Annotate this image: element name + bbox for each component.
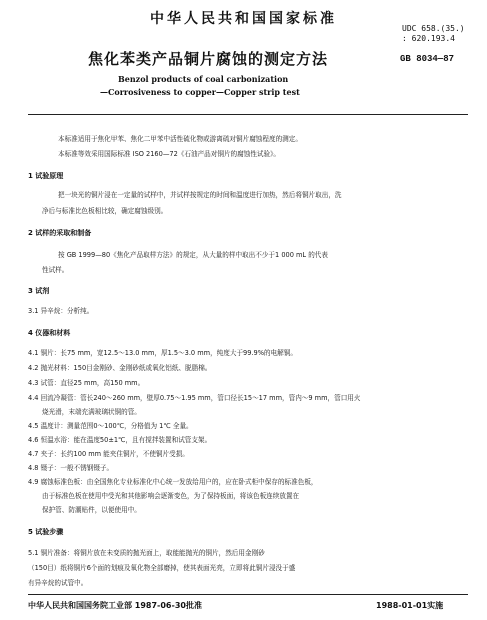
body-line: 4.1 铜片：长75 mm，宽12.5～13.0 mm，厚1.5～3.0 mm，纯度大于99.9%的电解铜。 — [28, 349, 297, 357]
standard-number: GB 8034—87 — [400, 54, 455, 64]
intro-line: 本标准等效采用国际标准 ISO 2160—72《石油产品对铜片的腐蚀性试验》。 — [58, 150, 281, 158]
document-title: 焦化苯类产品铜片腐蚀的测定方法 — [88, 50, 329, 68]
body-line: 把一块光的铜片浸在一定量的试样中，并试样按规定的时间和温度进行加热，然后将铜片取出，洗 — [58, 191, 342, 199]
body-line: 保护管、防潮贴件，以便使用中。 — [42, 506, 141, 514]
body-line: 净后与标准比色板相比较，确定腐蚀级别。 — [42, 207, 168, 215]
header-divider — [28, 114, 468, 115]
udc-line-2: : 620.193.4 — [402, 34, 455, 43]
udc-line-1: UDC 658.(35.) — [402, 24, 465, 33]
section-heading: 5 试验步骤 — [28, 528, 64, 536]
body-line: 4.7 夹子：长约100 mm 能夹住铜片，不使铜片受损。 — [28, 450, 189, 458]
body-line: 按 GB 1999—80《焦化产品取样方法》的规定，从大量的样中取出不少于1 000 mL 的代表 — [58, 251, 328, 259]
section-heading: 3 试剂 — [28, 287, 50, 295]
section-heading: 2 试样的采取和制备 — [28, 229, 92, 237]
body-line: 4.8 镊子：一般不锈钢镊子。 — [28, 464, 114, 472]
body-line: 4.2 抛光材料：150目金刚砂、金刚砂纸或氧化铝纸、脱脂棉。 — [28, 364, 212, 372]
body-line: 4.9 腐蚀标准色板：由全国焦化专业标准化中心统一发放给用户的，应在卧式柜中保存的标准色板， — [28, 478, 318, 486]
body-line: 4.5 温度计：测量范围0～100℃，分格值为 1℃ 全量。 — [28, 422, 193, 430]
body-line: 4.3 试管：直径25 mm，高150 mm。 — [28, 379, 145, 387]
approval-note: 中华人民共和国国务院工业部 1987-06-30批准 — [28, 601, 202, 610]
section-heading: 1 试验原理 — [28, 172, 64, 180]
udc-code — [402, 24, 465, 44]
body-line: 烧光滑，末端充满玻璃状铜的管。 — [42, 408, 141, 416]
footer-divider — [28, 594, 468, 595]
body-line: （150目）纸将铜片6个面的划痕及氧化物全部磨掉，使其表面光亮，立即将此铜片浸没于盛 — [28, 564, 296, 572]
body-line: 性试样。 — [42, 266, 69, 274]
section-heading: 4 仪器和材料 — [28, 329, 71, 337]
intro-line: 本标准适用于焦化甲苯、焦化二甲苯中活性硫化物或游离硫对铜片腐蚀程度的测定。 — [58, 135, 302, 143]
body-line: 4.4 回流冷凝管：管长240～260 mm，壁厚0.75～1.95 mm，管口径长15～17 mm，管内～9 mm，管口用火 — [28, 394, 361, 402]
english-title-line-2: —Corrosiveness to copper—Copper strip test — [100, 87, 300, 97]
body-line: 3.1 异辛烷：分析纯。 — [28, 307, 94, 315]
body-line: 有异辛烷的试管中。 — [28, 579, 88, 587]
english-title-line-1: Benzol products of coal carbonization — [118, 74, 289, 84]
body-line: 5.1 铜片准备：将铜片放在未变质的抛光面上，取能能抛光的铜片，然后用金刚砂 — [28, 549, 265, 557]
body-line: 由于标准色板在使用中受光和其他影响会逐渐变色，为了保持板面，将该色板连续放置在 — [42, 492, 300, 500]
standard-org-header: 中华人民共和国国家标准 — [150, 11, 337, 27]
body-line: 4.6 恒温水浴：能在温度50±1℃，且有搅拌装置和试管支架。 — [28, 436, 212, 444]
implementation-date: 1988-01-01实施 — [376, 601, 444, 610]
